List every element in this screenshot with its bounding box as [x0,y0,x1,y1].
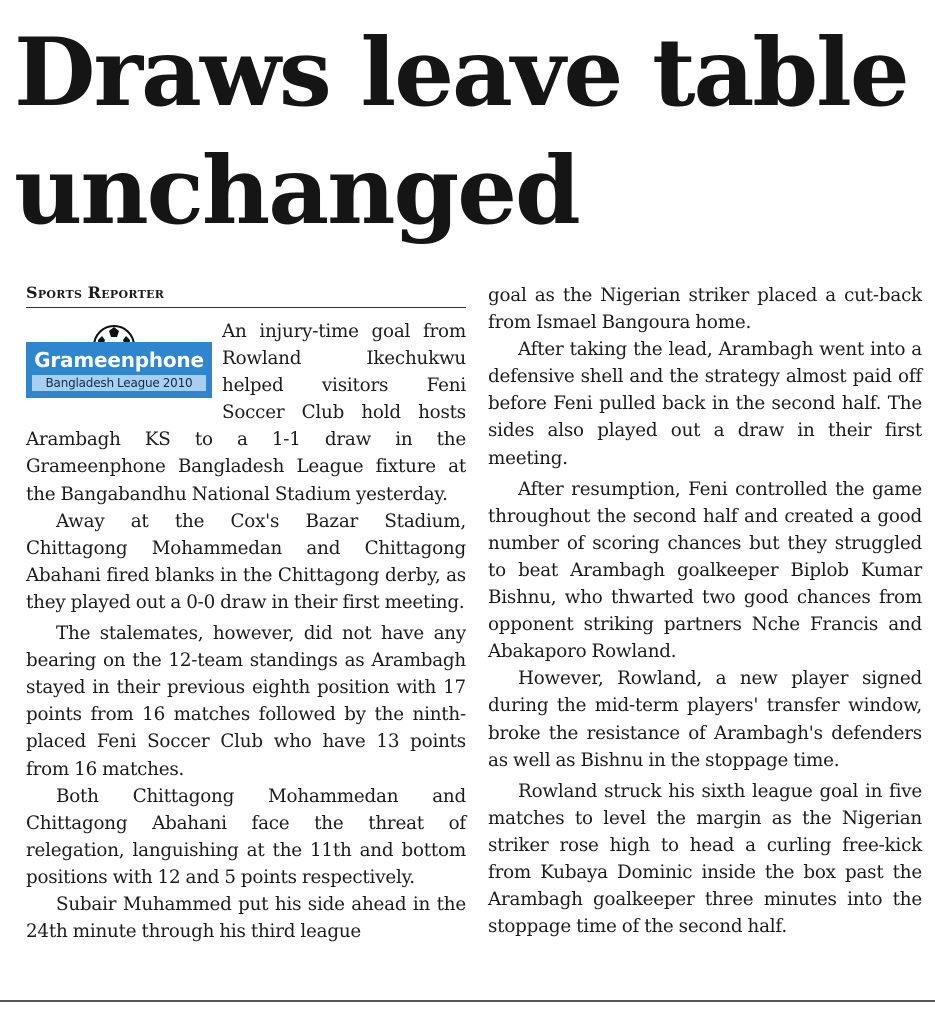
league-logo [26,320,212,400]
league-badge [26,342,212,398]
paragraph: After taking the lead, Arambagh went into a defensive shell and the strategy almost paid off before Feni pulled back in the second half. The sides also played out a draw in their first meeting. [488,339,922,469]
logo-brand: Grameenphone [34,348,204,372]
paragraph: Both Chittagong Mohammedan and Chittagong Abahani face the threat of relegation, languishing at the 11th and bottom positions with 12 and 5 points respectively. [26,785,466,888]
paragraph: After resumption, Feni controlled the game throughout the second half and created a good number of scoring chances but they struggled to beat Arambagh goalkeeper Biplob Kumar Bishnu, who thwarted two good chances from opponent striking partners Nche Francis and Abakaporo Rowland. [488,478,922,663]
headline: Draws leave table unchanged [14,18,908,246]
paragraph: However, Rowland, a new player signed during the mid-term players' transfer window, broke the resistance of Arambagh's defenders as well as Bishnu in the stoppage time. [488,668,922,771]
paragraph: Subair Muhammed put his side ahead in the 24th minute through his third league [26,893,466,943]
byline: Sports Reporter [26,282,466,308]
article-column-left [26,282,466,945]
paragraph: An injury-time goal from Rowland Ikechukwu helped visitors Feni Soccer Club hold hosts Arambagh KS to a 1-1 draw in the Grameenphone Bangladesh League fixture at the Bangabandhu National Stadium yesterday. [26,321,466,505]
paragraph: Away at the Cox's Bazar Stadium, Chittagong Mohammedan and Chittagong Abahani fired blanks in the Chittagong derby, as they played out a 0-0 draw in their first meeting. [26,510,466,613]
paragraph: Rowland struck his sixth league goal in five matches to level the margin as the Nigerian striker rose high to head a curling free-kick from Kubaya Dominic inside the box past the Arambagh goalkeeper three minutes into the stoppage time of the second half. [488,780,922,938]
article-column-right [488,282,922,940]
paragraph: The stalemates, however, did not have any bearing on the 12-team standings as Arambagh stayed in their previous eighth position with 17 points from 16 matches followed by the ninth-placed Feni Soccer Club who have 13 points from 16 matches. [26,623,466,780]
logo-league: Bangladesh League 2010 [32,375,206,391]
paragraph: goal as the Nigerian striker placed a cut-back from Ismael Bangoura home. [488,285,922,334]
bottom-rule [0,1000,935,1002]
